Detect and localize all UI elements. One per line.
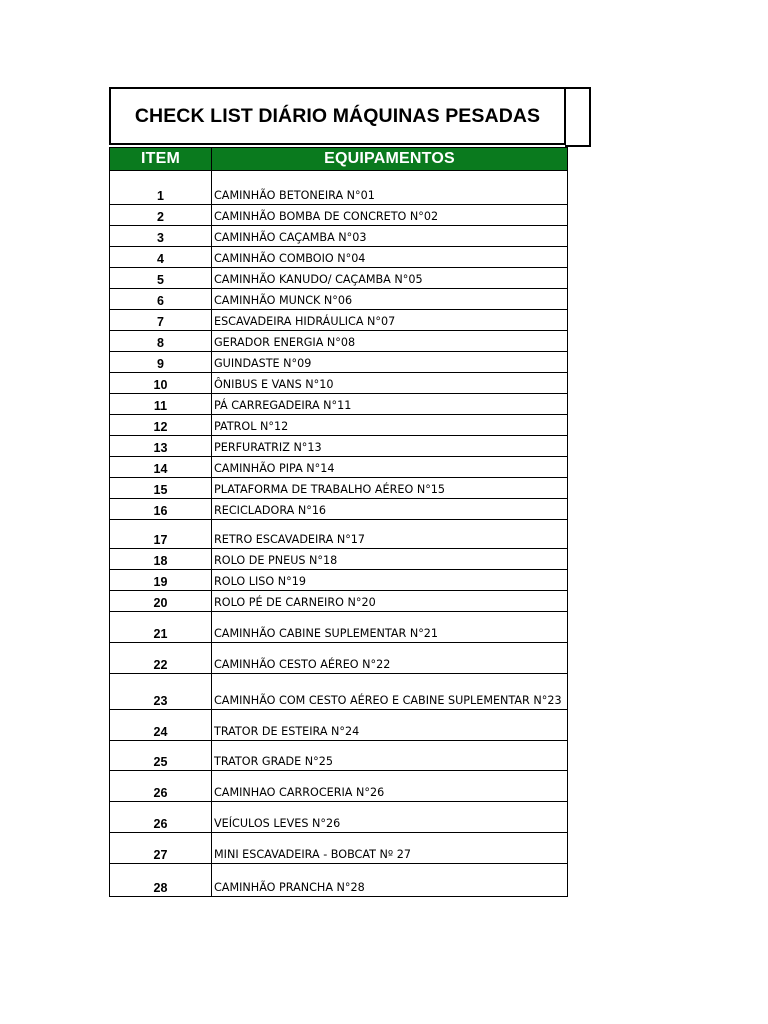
- row-item-number: 12: [110, 415, 212, 435]
- row-item-number: 6: [110, 289, 212, 309]
- row-item-number: 10: [110, 373, 212, 393]
- row-item-number: 14: [110, 457, 212, 477]
- row-equipment: CAMINHÃO COMBOIO N°04: [214, 252, 366, 265]
- row-equipment: PATROL N°12: [214, 420, 289, 433]
- row-equipment: RECICLADORA N°16: [214, 504, 327, 517]
- table-row: [110, 247, 567, 268]
- row-equipment: CAMINHÃO PRANCHA N°28: [214, 881, 365, 894]
- row-item-number: 26: [110, 771, 212, 801]
- row-item-number: 17: [110, 520, 212, 548]
- row-equipment: ROLO PÉ DE CARNEIRO N°20: [214, 596, 376, 609]
- table-row: [110, 226, 567, 247]
- table-row: [110, 520, 567, 549]
- row-equipment: PÁ CARREGADEIRA N°11: [214, 399, 352, 412]
- table-row: [110, 612, 567, 643]
- row-equipment: GUINDASTE N°09: [214, 357, 312, 370]
- table-row: [110, 833, 567, 864]
- table-row: [110, 171, 567, 205]
- row-equipment: CAMINHÃO CABINE SUPLEMENTAR N°21: [214, 627, 439, 640]
- title-side-cell: [565, 87, 591, 147]
- row-equipment: VEÍCULOS LEVES N°26: [214, 817, 341, 830]
- row-item-number: 11: [110, 394, 212, 414]
- row-equipment: TRATOR DE ESTEIRA N°24: [214, 725, 360, 738]
- table-row: [110, 864, 567, 897]
- header-item: ITEM: [110, 148, 212, 170]
- row-equipment: CAMINHÃO PIPA N°14: [214, 462, 335, 475]
- row-item-number: 3: [110, 226, 212, 246]
- row-item-number: 16: [110, 499, 212, 519]
- table-row: [110, 478, 567, 499]
- table-row: [110, 741, 567, 771]
- table-row: [110, 674, 567, 710]
- row-item-number: 24: [110, 710, 212, 740]
- table-row: [110, 771, 567, 802]
- row-equipment: PLATAFORMA DE TRABALHO AÉREO N°15: [214, 483, 446, 496]
- table-row: [110, 457, 567, 478]
- row-item-number: 20: [110, 591, 212, 611]
- table-row: [110, 591, 567, 612]
- row-item-number: 4: [110, 247, 212, 267]
- row-equipment: CAMINHÃO CAÇAMBA N°03: [214, 231, 367, 244]
- header-equipamentos: EQUIPAMENTOS: [324, 150, 455, 167]
- row-equipment: MINI ESCAVADEIRA - BOBCAT Nº 27: [214, 848, 411, 861]
- row-equipment: CAMINHÃO COM CESTO AÉREO E CABINE SUPLEMENTAR N°23: [214, 694, 562, 707]
- table-row: [110, 549, 567, 570]
- row-equipment: ÔNIBUS E VANS N°10: [214, 378, 334, 391]
- row-item-number: 25: [110, 741, 212, 770]
- row-item-number: 27: [110, 833, 212, 863]
- table-row: [110, 289, 567, 310]
- row-item-number: 21: [110, 612, 212, 642]
- table-row: [110, 570, 567, 591]
- row-item-number: 28: [110, 864, 212, 896]
- row-equipment: ROLO DE PNEUS N°18: [214, 554, 338, 567]
- row-item-number: 5: [110, 268, 212, 288]
- table-row: [110, 394, 567, 415]
- row-equipment: ROLO LISO N°19: [214, 575, 306, 588]
- row-item-number: 19: [110, 570, 212, 590]
- table-body: [109, 171, 568, 897]
- table-row: [110, 268, 567, 289]
- table-row: [110, 415, 567, 436]
- table-row: [110, 310, 567, 331]
- row-item-number: 9: [110, 352, 212, 372]
- table-row: [110, 352, 567, 373]
- table-row: [110, 710, 567, 741]
- row-equipment: PERFURATRIZ N°13: [214, 441, 322, 454]
- title-box: [109, 87, 566, 145]
- row-item-number: 26: [110, 802, 212, 832]
- row-equipment: CAMINHÃO BOMBA DE CONCRETO N°02: [214, 210, 439, 223]
- row-item-number: 22: [110, 643, 212, 673]
- row-item-number: 13: [110, 436, 212, 456]
- row-equipment: CAMINHAO CARROCERIA N°26: [214, 786, 385, 799]
- row-equipment: CAMINHÃO KANUDO/ CAÇAMBA N°05: [214, 273, 423, 286]
- table-row: [110, 643, 567, 674]
- row-item-number: 7: [110, 310, 212, 330]
- table-row: [110, 205, 567, 226]
- row-equipment: CAMINHÃO CESTO AÉREO N°22: [214, 658, 391, 671]
- row-item-number: 15: [110, 478, 212, 498]
- table-header: [109, 147, 568, 171]
- table-row: [110, 499, 567, 520]
- row-equipment: RETRO ESCAVADEIRA N°17: [214, 533, 366, 546]
- table-row: [110, 436, 567, 457]
- row-equipment: ESCAVADEIRA HIDRÁULICA N°07: [214, 315, 396, 328]
- table-row: [110, 331, 567, 352]
- row-item-number: 2: [110, 205, 212, 225]
- row-equipment: CAMINHÃO BETONEIRA N°01: [214, 189, 375, 202]
- table-row: [110, 802, 567, 833]
- row-equipment: TRATOR GRADE N°25: [214, 755, 333, 768]
- page-title: CHECK LIST DIÁRIO MÁQUINAS PESADAS: [134, 104, 541, 127]
- row-item-number: 18: [110, 549, 212, 569]
- row-equipment: GERADOR ENERGIA N°08: [214, 336, 356, 349]
- row-equipment: CAMINHÃO MUNCK N°06: [214, 294, 353, 307]
- row-item-number: 1: [110, 171, 212, 204]
- row-item-number: 8: [110, 331, 212, 351]
- table-row: [110, 373, 567, 394]
- checklist-table: [109, 147, 568, 897]
- row-item-number: 23: [110, 674, 212, 709]
